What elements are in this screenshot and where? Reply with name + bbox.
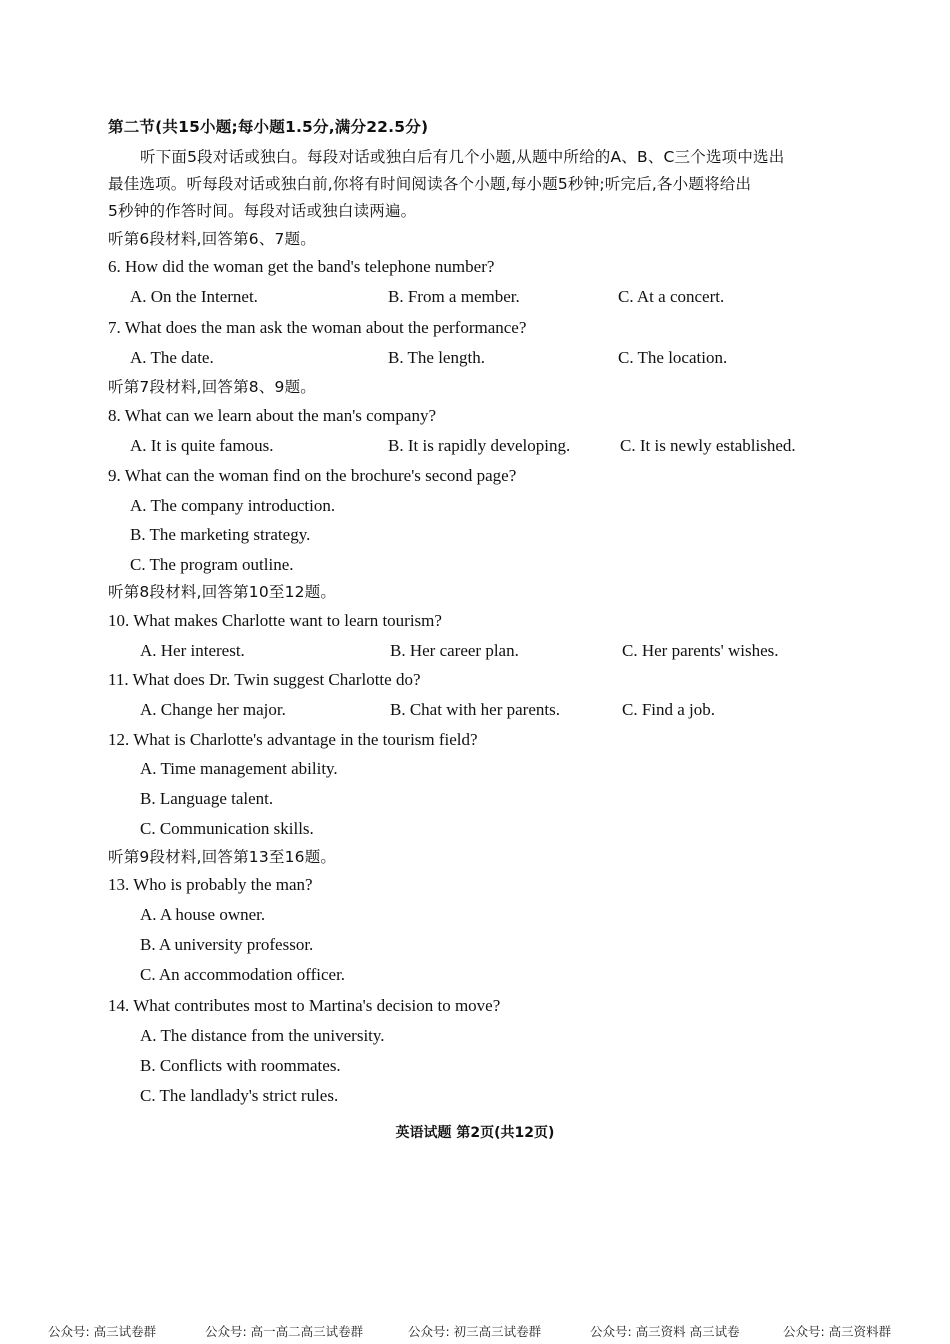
question-13-option-a: A. A house owner. (140, 905, 266, 924)
material-8-instruction: 听第8段材料,回答第10至12题。 (108, 583, 337, 601)
question-11-option-b: B. Chat with her parents. (390, 700, 560, 719)
watermark-text-1: 公众号: 高三试卷群 (48, 1324, 157, 1339)
page-footer-label: 英语试题 第2页(共12页) (395, 1125, 555, 1141)
question-7-option-b: B. The length. (388, 348, 485, 367)
question-13-stem: 13. Who is probably the man? (108, 875, 313, 894)
question-11-stem: 11. What does Dr. Twin suggest Charlotte do? (108, 670, 421, 689)
section-intro-line-1: 听下面5段对话或独白。每段对话或独白后有几个小题,从题中所给的A、B、C三个选项中选出 (140, 148, 785, 166)
section-heading: 第二节(共15小题;每小题1.5分,满分22.5分) (108, 118, 429, 136)
question-9-stem: 9. What can the woman find on the brochure's second page? (108, 466, 517, 485)
question-12-option-c: C. Communication skills. (140, 819, 314, 838)
section-intro-line-2: 最佳选项。听每段对话或独白前,你将有时间阅读各个小题,每小题5秒钟;听完后,各小题将给出 (108, 175, 752, 193)
question-8-option-b: B. It is rapidly developing. (388, 436, 571, 455)
material-7-instruction: 听第7段材料,回答第8、9题。 (108, 378, 317, 396)
question-10-option-a: A. Her interest. (140, 641, 245, 660)
watermark-strip (0, 1322, 950, 1340)
watermark-text-5: 公众号: 高三资料群 (783, 1324, 892, 1339)
question-8-option-a: A. It is quite famous. (130, 436, 274, 455)
question-10-stem: 10. What makes Charlotte want to learn tourism? (108, 611, 442, 630)
material-9-instruction: 听第9段材料,回答第13至16题。 (108, 848, 337, 866)
question-7-option-a: A. The date. (130, 348, 214, 367)
question-6-option-b: B. From a member. (388, 287, 520, 306)
material-6-instruction: 听第6段材料,回答第6、7题。 (108, 230, 317, 248)
question-6-option-c: C. At a concert. (618, 287, 725, 306)
question-11-option-a: A. Change her major. (140, 700, 286, 719)
question-7-option-c: C. The location. (618, 348, 728, 367)
section-intro-line-3: 5秒钟的作答时间。每段对话或独白读两遍。 (108, 202, 417, 220)
question-14-option-b: B. Conflicts with roommates. (140, 1056, 341, 1075)
question-12-option-b: B. Language talent. (140, 789, 274, 808)
watermark-text-3: 公众号: 初三高三试卷群 (408, 1324, 542, 1339)
question-11-option-c: C. Find a job. (622, 700, 716, 719)
question-6-option-a: A. On the Internet. (130, 287, 258, 306)
question-14-option-c: C. The landlady's strict rules. (140, 1086, 339, 1105)
question-7-stem: 7. What does the man ask the woman about the performance? (108, 318, 527, 337)
question-9-option-a: A. The company introduction. (130, 496, 336, 515)
question-8-stem: 8. What can we learn about the man's company? (108, 406, 436, 425)
question-12-stem: 12. What is Charlotte's advantage in the tourism field? (108, 730, 478, 749)
question-14-option-a: A. The distance from the university. (140, 1026, 385, 1045)
question-13-option-c: C. An accommodation officer. (140, 965, 346, 984)
question-10-option-c: C. Her parents' wishes. (622, 641, 779, 660)
watermark-text-2: 公众号: 高一高二高三试卷群 (205, 1324, 364, 1339)
question-14-stem: 14. What contributes most to Martina's decision to move? (108, 996, 501, 1015)
question-9-option-b: B. The marketing strategy. (130, 525, 311, 544)
question-10-option-b: B. Her career plan. (390, 641, 519, 660)
question-8-option-c: C. It is newly established. (620, 436, 796, 455)
question-6-stem: 6. How did the woman get the band's telephone number? (108, 257, 495, 276)
question-12-option-a: A. Time management ability. (140, 759, 338, 778)
watermark-text-4: 公众号: 高三资料 高三试卷 (590, 1324, 740, 1339)
question-13-option-b: B. A university professor. (140, 935, 314, 954)
question-9-option-c: C. The program outline. (130, 555, 294, 574)
